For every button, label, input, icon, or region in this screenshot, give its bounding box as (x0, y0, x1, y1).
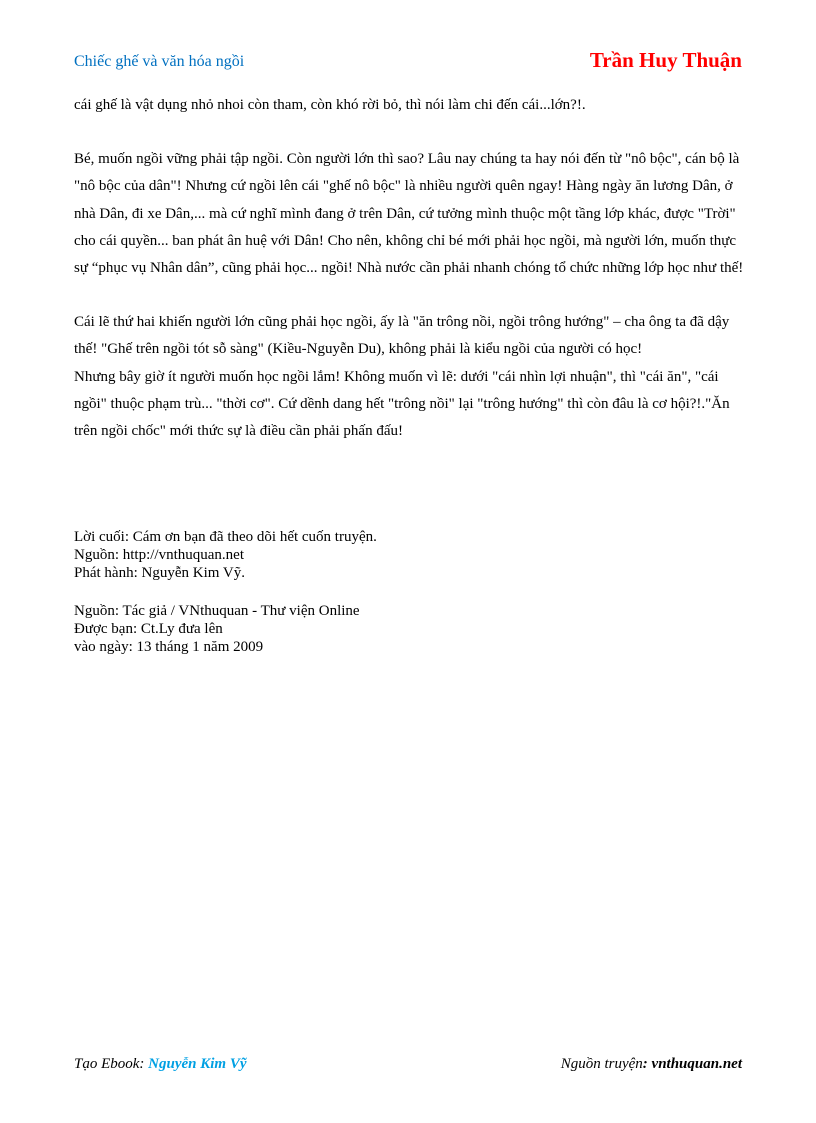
ebook-credit (74, 1056, 247, 1073)
paragraph: Nhưng bây giờ ít người muốn học ngồi lắm! Không muốn vì lẽ: dưới "cái nhìn lợi nhuận", thì "cái ăn", "cái ngồi" thuộc phạm trù... "thời cơ". Cứ dềnh dang hết "trông nồi" lại "trông hướng" thì còn đâu là cơ hội?!."Ăn trên ngồi chốc" mới thức sự là điều cần phải phấn đấu! (74, 368, 730, 440)
paragraph: Bé, muốn ngồi vững phải tập ngồi. Còn người lớn thì sao? Lâu nay chúng ta hay nói đến từ "nô bộc", cán bộ là "nô bộc của dân"! Nhưng cứ ngồi lên cái "ghế nô bộc" là nhiều người quên ngay! Hàng ngày ăn lương Dân, ở nhà Dân, đi xe Dân,... mà cứ nghĩ mình đang ở trên Dân, cứ tưởng mình thuộc một tầng lớp khác, được "Trời" cho cái quyền... ban phát ân huệ với Dân! Cho nên, không chỉ bé mới phải học ngồi, mà người lớn, muốn thực sự “phục vụ Nhân dân”, cũng phải học... ngồi! Nhà nước cần phải nhanh chóng tổ chức những lớp học như thế! (74, 151, 744, 277)
body-text (74, 92, 746, 445)
closing-line: Nguồn: http://vnthuquan.net (74, 547, 244, 564)
page-header (74, 48, 742, 78)
author-name: Trần Huy Thuận (589, 48, 742, 72)
ebook-credit-separator: : (139, 1056, 149, 1072)
closing-notes (74, 528, 746, 583)
source-site-name: vnthuquan.net (651, 1056, 742, 1072)
source-info (74, 602, 746, 657)
source-credit-separator: : (642, 1056, 652, 1072)
paragraph: Cái lẽ thứ hai khiến người lớn cũng phải học ngồi, ấy là "ăn trông nồi, ngồi trông hướng" – cha ông ta đã dậy thế! "Ghế trên ngồi tót sỗ sàng" (Kiều-Nguyễn Du), không phải là kiểu ngồi của người có học! (74, 314, 730, 358)
source-credit-label: Nguồn truyện (560, 1056, 643, 1072)
closing-line: Phát hành: Nguyễn Kim Vỹ. (74, 565, 245, 582)
source-line: Nguồn: Tác giả / VNthuquan - Thư viện Online (74, 603, 360, 619)
paragraph: cái ghế là vật dụng nhỏ nhoi còn tham, còn khó rời bỏ, thì nói làm chi đến cái...lớn?!. (74, 97, 586, 113)
source-credit (561, 1056, 742, 1073)
book-title: Chiếc ghế và văn hóa ngồi (74, 53, 245, 70)
closing-line: Lời cuối: Cám ơn bạn đã theo dõi hết cuốn truyện. (74, 529, 377, 545)
ebook-credit-label: Tạo Ebook (74, 1056, 140, 1072)
source-line: Được bạn: Ct.Ly đưa lên (74, 621, 223, 638)
source-line: vào ngày: 13 tháng 1 năm 2009 (74, 639, 264, 656)
ebook-creator-name: Nguyễn Kim Vỹ (148, 1056, 247, 1072)
